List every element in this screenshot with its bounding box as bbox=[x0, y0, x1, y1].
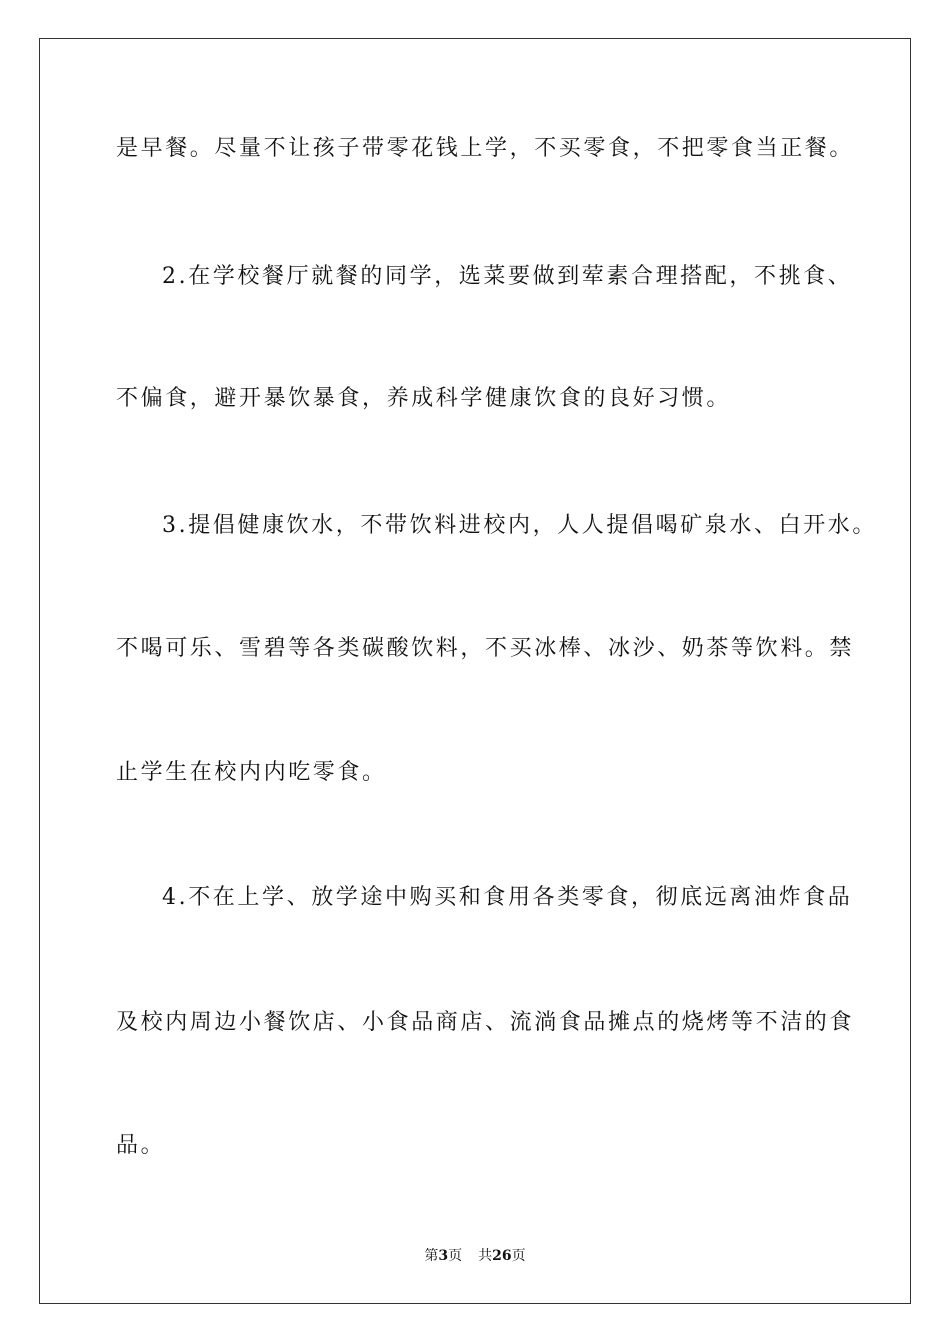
text-line: 品。 bbox=[116, 1133, 166, 1158]
text-line: 是早餐。尽量不让孩子带零花钱上学，不买零食，不把零食当正餐。 bbox=[116, 136, 855, 161]
text-line: 2.在学校餐厅就餐的同学，选菜要做到荤素合理搭配，不挑食、 bbox=[162, 264, 853, 289]
text-line: 3.提倡健康饮水，不带饮料进校内，人人提倡喝矿泉水、白开水。 bbox=[162, 513, 877, 538]
total-pages: 26 bbox=[492, 1248, 512, 1264]
text-line: 止学生在校内内吃零食。 bbox=[116, 760, 387, 785]
text-line: 不喝可乐、雪碧等各类碳酸饮料，不买冰棒、冰沙、奶茶等饮料。禁 bbox=[116, 636, 855, 661]
text-line: 不偏食，避开暴饮暴食，养成科学健康饮食的良好习惯。 bbox=[116, 386, 732, 411]
page-number: 3 bbox=[438, 1248, 449, 1264]
page-prefix: 第 bbox=[424, 1248, 439, 1264]
page-footer bbox=[0, 1246, 950, 1266]
text-line: 及校内周边小餐饮店、小食品商店、流淌食品摊点的烧烤等不洁的食 bbox=[116, 1010, 855, 1035]
page-suffix: 页 bbox=[448, 1248, 463, 1264]
page-border bbox=[39, 38, 911, 1304]
total-suffix: 页 bbox=[511, 1248, 526, 1264]
total-prefix: 共 bbox=[478, 1248, 493, 1264]
text-line: 4.不在上学、放学途中购买和食用各类零食，彻底远离油炸食品 bbox=[162, 885, 853, 910]
